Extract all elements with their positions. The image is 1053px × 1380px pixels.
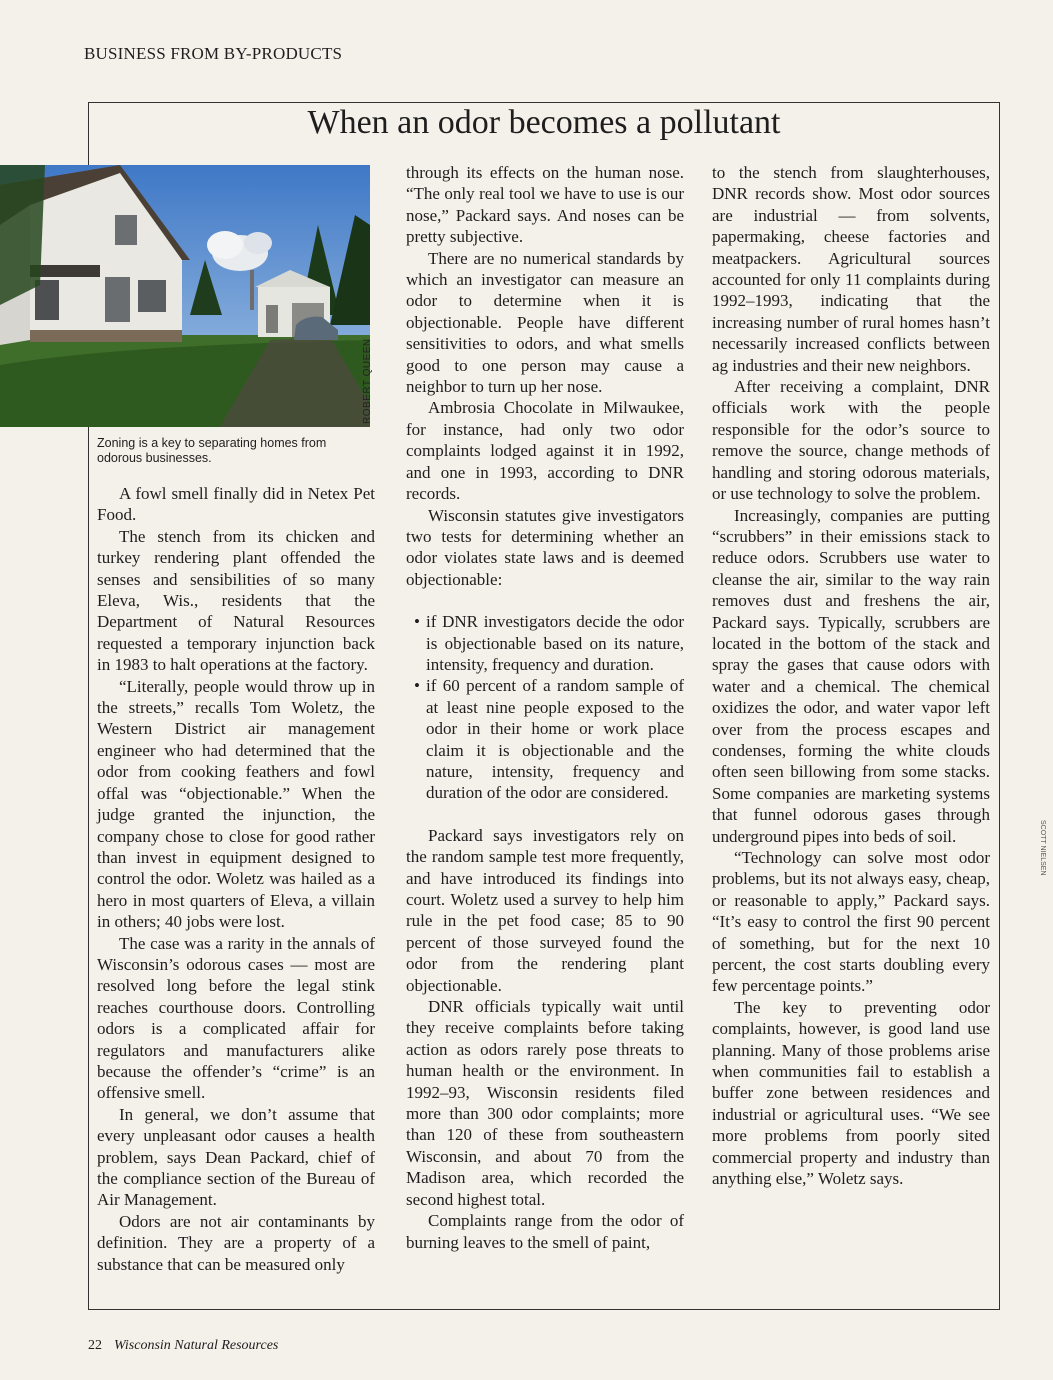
- paragraph: “Technology can solve most odor problems, but its not always easy, cheap, or reasonable to apply,” Packard says. “It’s easy to control the first 90 percent of something, but for the next 10 percent, the cost starts doubling every few percentage points.”: [712, 848, 990, 996]
- column-2: [406, 162, 684, 1253]
- photo-credit: ROBERT QUEEN: [362, 338, 373, 424]
- column-3: [712, 162, 990, 1190]
- paragraph: A fowl smell finally did in Netex Pet Food.: [97, 484, 375, 525]
- paragraph: In general, we don’t assume that every unpleasant odor causes a health problem, says Dean Packard, chief of the compliance section of the Bureau of Air Management.: [97, 1104, 375, 1210]
- house-photo: [0, 165, 370, 427]
- paragraph: The case was a rarity in the annals of Wisconsin’s odorous cases — most are resolved long before the legal stink reaches courthouse doors. Controlling odors is a complicated affair for regulators and manufacturers alike because the offender’s “crime” is an offensive smell.: [97, 933, 375, 1103]
- paragraph: Wisconsin statutes give investigators two tests for determining whether an odor violates state laws and is deemed objectionable:: [406, 505, 684, 589]
- paragraph: to the stench from slaughterhouses, DNR records show. Most odor sources are industrial — from solvents, papermaking, cheese factories and meatpackers. Agricultural sources accounted for only 11 complaints during 1992–1993, indicating that the increasing number of rural homes hasn’t necessarily increased conflicts between ag industries and their new neighbors.: [712, 163, 990, 375]
- bullet-icon: •: [414, 676, 420, 696]
- page-footer: [88, 1338, 278, 1354]
- paragraph: Increasingly, companies are putting “scrubbers” in their emissions stack to reduce odors. Scrubbers use water to cleanse the air, similar to the way rain removes dust and freshens the air, Packard says. Typically, scrubbers are located in the bottom of the stack and spray the gases that cause odors with water and a chemical. The chemical oxidizes the odor, and water vapor left over from the process escapes and condenses, forming the white clouds often seen billowing from some stacks. Some companies are marketing systems that funnel odorous gases through underground pipes into beds of soil.: [712, 505, 990, 846]
- bullet-icon: •: [414, 612, 420, 632]
- paragraph: Complaints range from the odor of burning leaves to the smell of paint,: [406, 1211, 684, 1252]
- section-label: BUSINESS FROM BY-PRODUCTS: [84, 44, 343, 63]
- headline: When an odor becomes a pollutant: [307, 104, 781, 141]
- test-list: [406, 611, 684, 804]
- paragraph: There are no numerical standards by which an investigator can measure an odor to determine when it is objectionable. People have different sensitivities to odors, and what smells good to one person may cause a neighbor to turn up her nose.: [406, 248, 684, 397]
- photo-caption: Zoning is a key to separating homes from odorous businesses.: [97, 436, 327, 465]
- list-item: • if DNR investigators decide the odor is objectionable based on its nature, intensity, frequency and duration.: [414, 612, 684, 674]
- paragraph: through its effects on the human nose. “The only real tool we have to use is our nose,” Packard says. And noses can be pretty subjective.: [406, 163, 684, 247]
- paragraph: Odors are not air contaminants by definition. They are a property of a substance that can be measured only: [97, 1211, 375, 1274]
- paragraph: After receiving a complaint, DNR officials work with the people responsible for the odor’s source to remove the source, change methods of handling and storing odorous materials, or use technology to solve the problem.: [712, 377, 990, 504]
- paragraph: Packard says investigators rely on the random sample test more frequently, and have introduced its findings into court. Woletz used a survey to help him rule in the pet food case; 85 to 90 percent of those surveyed found the odor from the rendering plant objectionable.: [406, 825, 684, 995]
- paragraph: DNR officials typically wait until they receive complaints before taking action as odors rarely pose threats to human health or the environment. In 1992–93, Wisconsin residents filed more than 300 odor complaints; more than 120 of these from southeastern Wisconsin, and about 70 from the Madison area, which recorded the second highest total.: [406, 997, 684, 1209]
- list-item: • if 60 percent of a random sample of at least nine people exposed to the odor in their home or work place claim it is objectionable and the nature, intensity, frequency and duration of the odor are considered.: [414, 676, 684, 803]
- paragraph: The key to preventing odor complaints, however, is good land use planning. Many of those problems arise when communities fail to establish a buffer zone between residences and industrial or agricultural uses. “We see more problems from poorly sited commercial property and industry than anything else,” Woletz says.: [712, 997, 990, 1189]
- page-number: 22: [88, 1338, 102, 1353]
- paragraph: The stench from its chicken and turkey rendering plant offended the senses and sensibilities of so many Eleva, Wis., residents that the Department of Natural Resources requested a temporary injunction back in 1983 to halt operations at the factory.: [97, 526, 375, 675]
- paragraph: “Literally, people would throw up in the streets,” recalls Tom Woletz, the Western District air management engineer who had determined that the odor from cooking feathers and fowl offal was “objectionable.” When the judge granted the injunction, the company chose to close for good rather than invest in equipment designed to control the odor. Woletz was hailed as a hero in most quarters of Eleva, a villain in others; 40 jobs were lost.: [97, 676, 375, 932]
- publication-name: Wisconsin Natural Resources: [114, 1338, 279, 1353]
- house-illustration: [0, 165, 370, 427]
- edge-credit: SCOTT NIELSEN: [1039, 820, 1046, 876]
- column-1: [97, 483, 375, 1275]
- paragraph: Ambrosia Chocolate in Milwaukee, for instance, had only two odor complaints lodged against it in 1992, and one in 1993, according to DNR records.: [406, 398, 684, 504]
